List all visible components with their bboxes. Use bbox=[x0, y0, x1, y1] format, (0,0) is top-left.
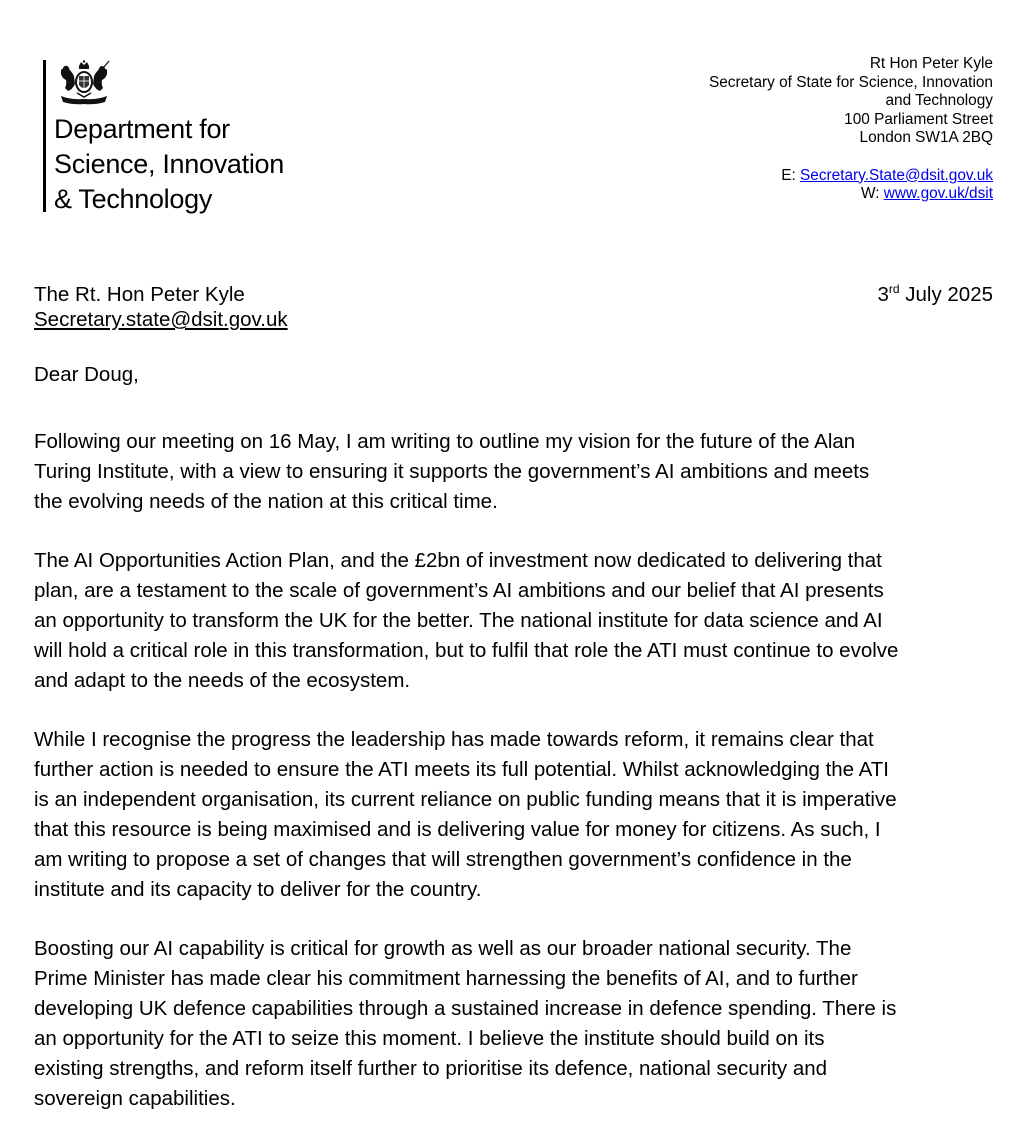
text-line: Prime Minister has made clear his commitment harnessing the benefits of AI, and to further bbox=[34, 967, 858, 990]
department-logo bbox=[41, 60, 341, 212]
sender-email-link[interactable]: Secretary.State@dsit.gov.uk bbox=[800, 166, 993, 184]
text-line: an opportunity for the ATI to seize this moment. I believe the institute should build on its bbox=[34, 1027, 825, 1050]
text-line: institute and its capacity to deliver for the country. bbox=[34, 878, 482, 901]
text-line: plan, are a testament to the scale of government’s AI ambitions and our belief that AI presents bbox=[34, 579, 884, 602]
text-line: sovereign capabilities. bbox=[34, 1087, 236, 1110]
sender-title-line: and Technology bbox=[885, 92, 993, 110]
text-line: Boosting our AI capability is critical for growth as well as our broader national security. The bbox=[34, 937, 852, 960]
sender-address-line: London SW1A 2BQ bbox=[859, 129, 993, 147]
text-line: While I recognise the progress the leadership has made towards reform, it remains clear that bbox=[34, 728, 874, 751]
recipient-block bbox=[34, 282, 288, 332]
logo-vertical-rule bbox=[43, 60, 46, 212]
text-line: developing UK defence capabilities through a sustained increase in defence spending. There is bbox=[34, 997, 897, 1020]
paragraph bbox=[34, 546, 1004, 696]
letter-body bbox=[34, 427, 1004, 1143]
paragraph bbox=[34, 725, 1004, 905]
text-line: and adapt to the needs of the ecosystem. bbox=[34, 669, 411, 692]
text-line: Turing Institute, with a view to ensuring it supports the government’s AI ambitions and meets bbox=[34, 460, 870, 483]
paragraph bbox=[34, 934, 1004, 1114]
text-line: further action is needed to ensure the ATI meets its full potential. Whilst acknowledging the ATI bbox=[34, 758, 890, 781]
paragraph bbox=[34, 427, 1004, 517]
spacer bbox=[709, 148, 993, 167]
department-name-line: Department for bbox=[54, 114, 230, 144]
date-ordinal-suffix: rd bbox=[888, 282, 900, 296]
sender-web-row bbox=[709, 185, 993, 204]
sender-web-link[interactable]: www.gov.uk/dsit bbox=[883, 185, 993, 203]
sender-title-line: Secretary of State for Science, Innovation bbox=[708, 73, 993, 91]
sender-email-row bbox=[709, 167, 993, 186]
email-prefix: E: bbox=[781, 166, 801, 184]
text-line: is an independent organisation, its current reliance on public funding means that it is imperative bbox=[34, 788, 897, 811]
text-line: existing strengths, and reform itself further to prioritise its defence, national security and bbox=[34, 1057, 828, 1080]
web-prefix: W: bbox=[860, 185, 884, 203]
text-line: will hold a critical role in this transformation, but to fulfil that role the ATI must continue to evolve bbox=[34, 639, 899, 662]
sender-address-block bbox=[709, 55, 993, 204]
salutation: Dear Doug, bbox=[34, 363, 139, 386]
royal-crest-icon bbox=[55, 60, 113, 106]
text-line: that this resource is being maximised and is delivering value for money for citizens. As such, I bbox=[34, 818, 881, 841]
text-line: an opportunity to transform the UK for the better. The national institute for data science and AI bbox=[34, 609, 883, 632]
letter-date bbox=[877, 282, 993, 310]
text-line: am writing to propose a set of changes that will strengthen government’s confidence in the bbox=[34, 848, 852, 871]
text-line: the evolving needs of the nation at this critical time. bbox=[34, 490, 498, 513]
date-day: 3 bbox=[877, 283, 889, 306]
sender-address-line: 100 Parliament Street bbox=[844, 110, 993, 128]
department-name-line: Science, Innovation bbox=[54, 149, 284, 179]
text-line: The AI Opportunities Action Plan, and the £2bn of investment now dedicated to delivering that bbox=[34, 549, 882, 572]
date-month-year: July 2025 bbox=[899, 283, 993, 306]
department-name bbox=[54, 112, 284, 217]
recipient-name: The Rt. Hon Peter Kyle bbox=[34, 283, 245, 306]
recipient-email[interactable]: Secretary.state@dsit.gov.uk bbox=[34, 308, 288, 331]
text-line: Following our meeting on 16 May, I am writing to outline my vision for the future of the Alan bbox=[34, 430, 856, 453]
department-name-line: & Technology bbox=[54, 184, 213, 214]
sender-name: Rt Hon Peter Kyle bbox=[869, 55, 993, 72]
